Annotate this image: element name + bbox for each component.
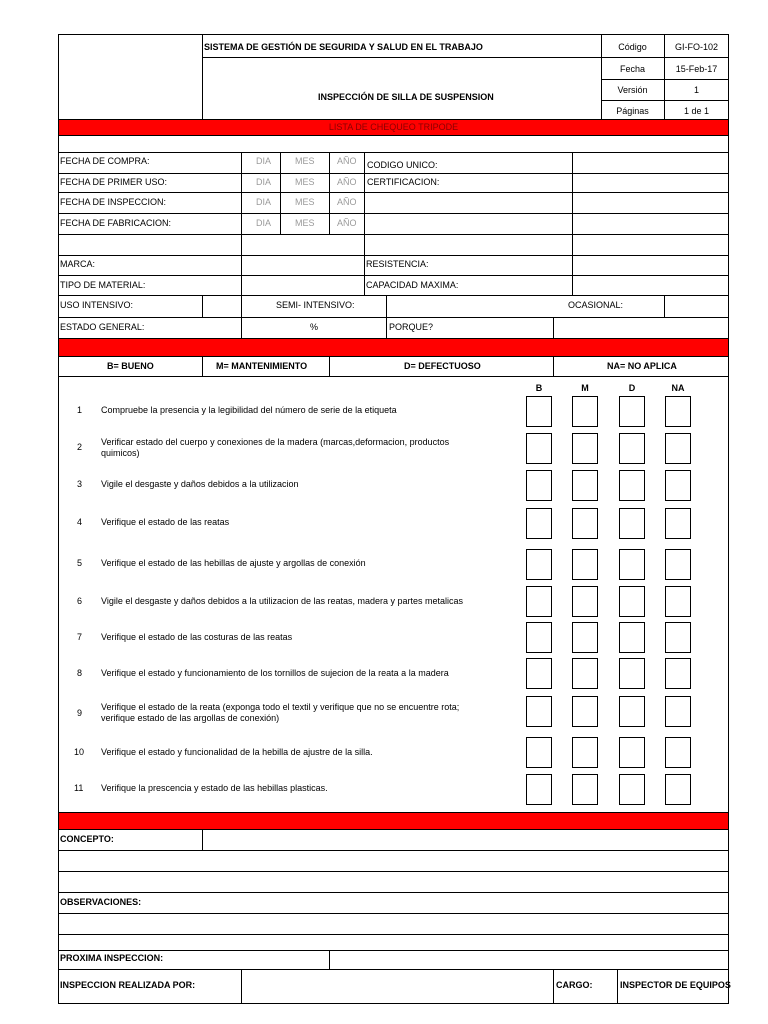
porque-label: PORQUE? bbox=[389, 322, 434, 332]
check-b-item-5[interactable] bbox=[526, 549, 552, 580]
check-na-item-2[interactable] bbox=[665, 433, 691, 464]
fecha-compra-dia[interactable]: DIA bbox=[256, 156, 272, 166]
header-logo-area bbox=[59, 35, 201, 118]
check-m-item-11[interactable] bbox=[572, 774, 598, 805]
fecha-inspeccion-dia[interactable]: DIA bbox=[256, 197, 272, 207]
check-d-item-8[interactable] bbox=[619, 658, 645, 689]
check-m-item-6[interactable] bbox=[572, 586, 598, 617]
check-na-item-11[interactable] bbox=[665, 774, 691, 805]
item-text: Verifique el estado de las costuras de las reatas bbox=[101, 632, 293, 642]
check-m-item-1[interactable] bbox=[572, 396, 598, 427]
item-text: Verifique la prescencia y estado de las hebillas plasticas. bbox=[101, 783, 328, 793]
check-m-item-10[interactable] bbox=[572, 737, 598, 768]
fecha-inspeccion-label: FECHA DE INSPECCION: bbox=[60, 197, 167, 207]
fecha-primer-uso-mes[interactable]: MES bbox=[295, 177, 315, 187]
item-number: 5 bbox=[77, 558, 83, 568]
ocasional-label: OCASIONAL: bbox=[568, 300, 624, 310]
check-b-item-11[interactable] bbox=[526, 774, 552, 805]
fecha-fabricacion-dia[interactable]: DIA bbox=[256, 218, 272, 228]
item-number: 7 bbox=[77, 632, 83, 642]
column-d: D bbox=[628, 383, 636, 393]
meta-label-paginas: Páginas bbox=[616, 106, 649, 116]
cargo-value: INSPECTOR DE EQUIPOS bbox=[620, 980, 731, 990]
check-d-item-9[interactable] bbox=[619, 696, 645, 727]
item-text: Vigile el desgaste y daños debidos a la utilizacion bbox=[101, 479, 299, 489]
fecha-primer-uso-dia[interactable]: DIA bbox=[256, 177, 272, 187]
observaciones-label: OBSERVACIONES: bbox=[60, 897, 142, 907]
fecha-fabricacion-anio[interactable]: AÑO bbox=[337, 218, 357, 228]
percent-sign: % bbox=[310, 322, 319, 332]
document-title: INSPECCIÓN DE SILLA DE SUSPENSION bbox=[318, 92, 494, 102]
check-b-item-6[interactable] bbox=[526, 586, 552, 617]
certificacion-label: CERTIFICACION: bbox=[367, 177, 440, 187]
check-d-item-6[interactable] bbox=[619, 586, 645, 617]
check-b-item-2[interactable] bbox=[526, 433, 552, 464]
system-title: SISTEMA DE GESTIÓN DE SEGURIDA Y SALUD EN EL TRABAJO bbox=[204, 42, 483, 52]
meta-value-codigo: GI-FO-102 bbox=[674, 42, 718, 52]
item-text-line2: verifique estado de las argollas de conexión) bbox=[101, 713, 280, 723]
item-number: 3 bbox=[77, 479, 83, 489]
check-b-item-3[interactable] bbox=[526, 470, 552, 501]
check-b-item-8[interactable] bbox=[526, 658, 552, 689]
check-m-item-8[interactable] bbox=[572, 658, 598, 689]
item-number: 8 bbox=[77, 668, 83, 678]
check-m-item-3[interactable] bbox=[572, 470, 598, 501]
concepto-field[interactable] bbox=[203, 830, 728, 849]
check-m-item-5[interactable] bbox=[572, 549, 598, 580]
meta-value-version: 1 bbox=[693, 85, 699, 95]
item-text: Compruebe la presencia y la legibilidad del número de serie de la etiqueta bbox=[101, 405, 397, 415]
fecha-fabricacion-mes[interactable]: MES bbox=[295, 218, 315, 228]
legend-defectuoso: D= DEFECTUOSO bbox=[404, 361, 481, 371]
item-number: 6 bbox=[77, 596, 83, 606]
item-text: Verifique el estado de las reatas bbox=[101, 517, 230, 527]
check-b-item-1[interactable] bbox=[526, 396, 552, 427]
column-m: M bbox=[581, 383, 589, 393]
proxima-inspeccion-label: PROXIMA INSPECCION: bbox=[60, 953, 164, 963]
check-d-item-1[interactable] bbox=[619, 396, 645, 427]
check-d-item-7[interactable] bbox=[619, 622, 645, 653]
item-number: 4 bbox=[77, 517, 83, 527]
check-d-item-3[interactable] bbox=[619, 470, 645, 501]
check-d-item-5[interactable] bbox=[619, 549, 645, 580]
capacidad-maxima-label: CAPACIDAD MAXIMA: bbox=[366, 280, 459, 290]
fecha-compra-anio[interactable]: AÑO bbox=[337, 156, 357, 166]
fecha-compra-label: FECHA DE COMPRA: bbox=[60, 156, 150, 166]
red-separator-2 bbox=[59, 813, 728, 829]
check-m-item-2[interactable] bbox=[572, 433, 598, 464]
estado-general-label: ESTADO GENERAL: bbox=[60, 322, 145, 332]
marca-label: MARCA: bbox=[60, 259, 96, 269]
cargo-label: CARGO: bbox=[556, 980, 593, 990]
legend-no-aplica: NA= NO APLICA bbox=[607, 361, 677, 371]
item-text: Verifique el estado de las hebillas de ajuste y argollas de conexión bbox=[101, 558, 366, 568]
check-b-item-9[interactable] bbox=[526, 696, 552, 727]
check-na-item-9[interactable] bbox=[665, 696, 691, 727]
item-number: 2 bbox=[77, 442, 83, 452]
checklist-title-bar bbox=[59, 120, 728, 135]
inspeccion-realizada-label: INSPECCION REALIZADA POR: bbox=[60, 980, 196, 990]
meta-value-fecha: 15-Feb-17 bbox=[675, 64, 718, 74]
legend-mantenimiento: M= MANTENIMIENTO bbox=[216, 361, 308, 371]
check-b-item-7[interactable] bbox=[526, 622, 552, 653]
red-separator-1 bbox=[59, 339, 728, 356]
check-d-item-2[interactable] bbox=[619, 433, 645, 464]
item-number: 1 bbox=[77, 405, 83, 415]
meta-label-fecha: Fecha bbox=[619, 64, 645, 74]
fecha-primer-uso-anio[interactable]: AÑO bbox=[337, 177, 357, 187]
tipo-material-label: TIPO DE MATERIAL: bbox=[60, 280, 146, 290]
check-d-item-11[interactable] bbox=[619, 774, 645, 805]
fecha-fabricacion-label: FECHA DE FABRICACION: bbox=[60, 218, 172, 228]
fecha-primer-uso-label: FECHA DE PRIMER USO: bbox=[60, 177, 168, 187]
check-m-item-9[interactable] bbox=[572, 696, 598, 727]
check-d-item-4[interactable] bbox=[619, 508, 645, 539]
item-number: 9 bbox=[77, 708, 83, 718]
codigo-unico-label: CODIGO UNICO: bbox=[367, 160, 438, 170]
checklist-title: LISTA DE CHEQUEO TRIPODE bbox=[328, 122, 459, 132]
item-text: Verificar estado del cuerpo y conexiones de la madera (marcas,deformacion, productos bbox=[101, 437, 450, 447]
check-b-item-10[interactable] bbox=[526, 737, 552, 768]
check-na-item-10[interactable] bbox=[665, 737, 691, 768]
inspector-name-field[interactable] bbox=[242, 970, 552, 1003]
check-d-item-10[interactable] bbox=[619, 737, 645, 768]
item-text: Verifique el estado y funcionamiento de los tornillos de sujecion de la reata a la madera bbox=[101, 668, 449, 678]
column-b: B bbox=[535, 383, 543, 393]
item-number: 11 bbox=[74, 783, 84, 793]
item-number: 10 bbox=[74, 747, 85, 757]
check-na-item-8[interactable] bbox=[665, 658, 691, 689]
check-b-item-4[interactable] bbox=[526, 508, 552, 539]
fecha-inspeccion-mes[interactable]: MES bbox=[295, 197, 315, 207]
check-m-item-4[interactable] bbox=[572, 508, 598, 539]
semi-intensivo-label: SEMI- INTENSIVO: bbox=[276, 300, 355, 310]
item-text: Verifique el estado y funcionalidad de la hebilla de ajustre de la silla. bbox=[101, 747, 373, 757]
check-na-item-1[interactable] bbox=[665, 396, 691, 427]
check-m-item-7[interactable] bbox=[572, 622, 598, 653]
column-na: NA bbox=[671, 383, 685, 393]
check-na-item-4[interactable] bbox=[665, 508, 691, 539]
uso-intensivo-label: USO INTENSIVO: bbox=[60, 300, 134, 310]
item-text: Verifique el estado de la reata (exponga todo el textil y verifique que no se encuentre rota; bbox=[101, 702, 460, 712]
legend-bueno: B= BUENO bbox=[107, 361, 154, 371]
item-text: Vigile el desgaste y daños debidos a la utilizacion de las reatas, madera y partes metalicas bbox=[101, 596, 464, 606]
check-na-item-7[interactable] bbox=[665, 622, 691, 653]
meta-label-codigo: Código bbox=[618, 42, 647, 52]
fecha-inspeccion-anio[interactable]: AÑO bbox=[337, 197, 357, 207]
check-na-item-3[interactable] bbox=[665, 470, 691, 501]
meta-value-paginas: 1 de 1 bbox=[683, 106, 710, 116]
resistencia-label: RESISTENCIA: bbox=[366, 259, 429, 269]
check-na-item-6[interactable] bbox=[665, 586, 691, 617]
item-text-line2: quimicos) bbox=[101, 448, 140, 458]
check-na-item-5[interactable] bbox=[665, 549, 691, 580]
concepto-label: CONCEPTO: bbox=[60, 834, 114, 844]
meta-label-version: Versión bbox=[617, 85, 648, 95]
proxima-inspeccion-field[interactable] bbox=[330, 951, 728, 968]
fecha-compra-mes[interactable]: MES bbox=[295, 156, 315, 166]
